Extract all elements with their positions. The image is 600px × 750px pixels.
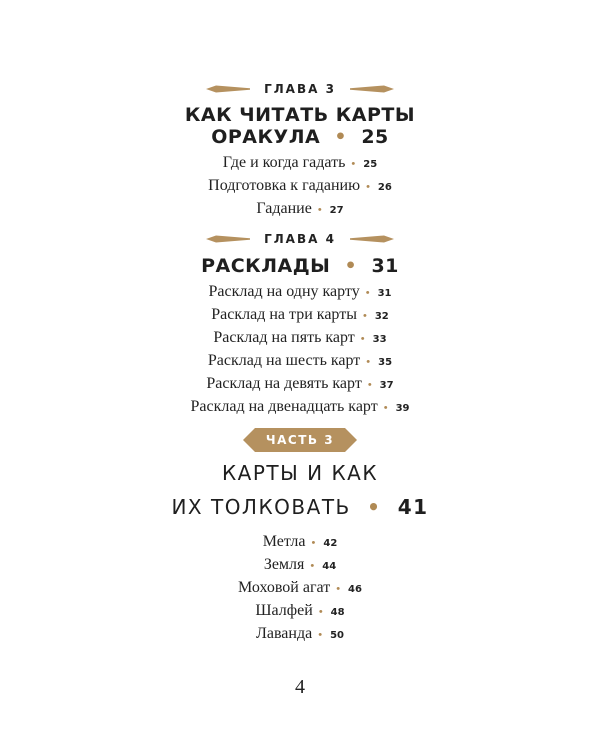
toc-item-page: 37 [379, 380, 394, 391]
part3-title [0, 456, 600, 524]
toc-item-label: Гадание [256, 200, 312, 217]
toc-item-label: Метла [262, 533, 306, 550]
chapter4-title-text: РАСКЛАДЫ [201, 255, 331, 277]
part3-title-line1: КАРТЫ И КАК [221, 461, 379, 485]
chapter3-title-line2: ОРАКУЛА [211, 126, 321, 148]
toc-item-page: 31 [377, 288, 392, 299]
toc-item-page: 42 [323, 538, 338, 549]
toc-item-label: Лаванда [256, 625, 313, 642]
part3-title-line2-wrap [0, 490, 600, 524]
toc-item-page: 39 [395, 403, 410, 414]
toc-item-page: 50 [330, 630, 344, 641]
toc-item-page: 33 [372, 334, 387, 345]
toc-item-page: 25 [363, 159, 378, 170]
toc-item[interactable] [0, 623, 600, 646]
separator-dot-icon: • [365, 287, 370, 299]
toc-item[interactable] [0, 198, 600, 221]
separator-dot-icon: • [318, 629, 323, 641]
ornament-right-icon [350, 85, 394, 93]
chapter4-title [0, 255, 600, 277]
toc-item[interactable] [0, 304, 600, 327]
pill-arrow-right-icon [345, 428, 357, 452]
separator-dot-icon: • [362, 310, 367, 322]
toc-item-page: 26 [377, 182, 392, 193]
toc-item[interactable] [0, 152, 600, 175]
separator-dot-icon: • [358, 495, 390, 519]
separator-dot-icon: • [367, 379, 372, 391]
toc-item[interactable] [0, 577, 600, 600]
separator-dot-icon: • [366, 181, 370, 193]
toc-item-page: 27 [329, 205, 344, 216]
separator-dot-icon: • [310, 560, 315, 572]
separator-dot-icon: • [336, 583, 341, 595]
toc-item[interactable] [0, 175, 600, 198]
chapter3-page: 25 [361, 126, 389, 148]
toc-item[interactable] [0, 396, 600, 419]
chapter4-label: ГЛАВА 4 [264, 232, 336, 246]
toc-item[interactable] [0, 373, 600, 396]
toc-item-page: 44 [322, 561, 337, 572]
separator-dot-icon: • [311, 537, 316, 549]
separator-dot-icon: • [318, 606, 323, 618]
chapter3-list [0, 152, 600, 221]
page-number: 4 [295, 676, 305, 698]
chapter3-title-line1: КАК ЧИТАТЬ КАРТЫ [184, 104, 416, 126]
separator-dot-icon: • [366, 356, 371, 368]
part3-list [0, 531, 600, 646]
toc-item[interactable] [0, 531, 600, 554]
chapter4-page: 31 [371, 255, 399, 277]
chapter3-header [0, 82, 600, 96]
part3-label: ЧАСТЬ 3 [255, 428, 345, 452]
chapter4-list [0, 281, 600, 419]
toc-item-label: Где и когда гадать [222, 154, 346, 171]
toc-item[interactable] [0, 327, 600, 350]
toc-item-label: Расклад на одну карту [208, 283, 360, 300]
separator-dot-icon: • [383, 402, 388, 414]
separator-dot-icon: • [327, 126, 355, 148]
chapter3-title [0, 104, 600, 148]
toc-item-label: Расклад на шесть карт [207, 352, 361, 369]
toc-item[interactable] [0, 281, 600, 304]
separator-dot-icon: • [317, 204, 322, 216]
toc-item-label: Расклад на девять карт [206, 375, 362, 392]
part3-badge [0, 428, 600, 452]
toc-item-label: Расклад на двенадцать карт [190, 398, 378, 415]
part3-title-line2: ИХ ТОЛКОВАТЬ [171, 495, 351, 519]
toc-item-label: Земля [263, 556, 305, 573]
part3-page: 41 [397, 495, 429, 519]
ornament-left-icon [206, 235, 250, 243]
toc-item-page: 48 [330, 607, 345, 618]
toc-item-page: 46 [348, 584, 362, 595]
toc-item-label: Моховой агат [238, 579, 331, 596]
toc-item[interactable] [0, 350, 600, 373]
chapter3-label: ГЛАВА 3 [264, 82, 336, 96]
chapter3-title-line2-wrap [0, 126, 600, 148]
separator-dot-icon: • [360, 333, 365, 345]
chapter4-header [0, 232, 600, 246]
separator-dot-icon: • [351, 158, 356, 170]
toc-item-label: Расклад на пять карт [213, 329, 355, 346]
separator-dot-icon: • [337, 255, 365, 277]
ornament-right-icon [350, 235, 394, 243]
toc-item[interactable] [0, 600, 600, 623]
toc-item-label: Подготовка к гаданию [208, 177, 361, 194]
toc-item-page: 35 [378, 357, 393, 368]
toc-item-label: Расклад на три карты [211, 306, 357, 323]
ornament-left-icon [206, 85, 250, 93]
toc-item[interactable] [0, 554, 600, 577]
toc-item-page: 32 [374, 311, 389, 322]
toc-item-label: Шалфей [255, 602, 313, 619]
pill-arrow-left-icon [243, 428, 255, 452]
